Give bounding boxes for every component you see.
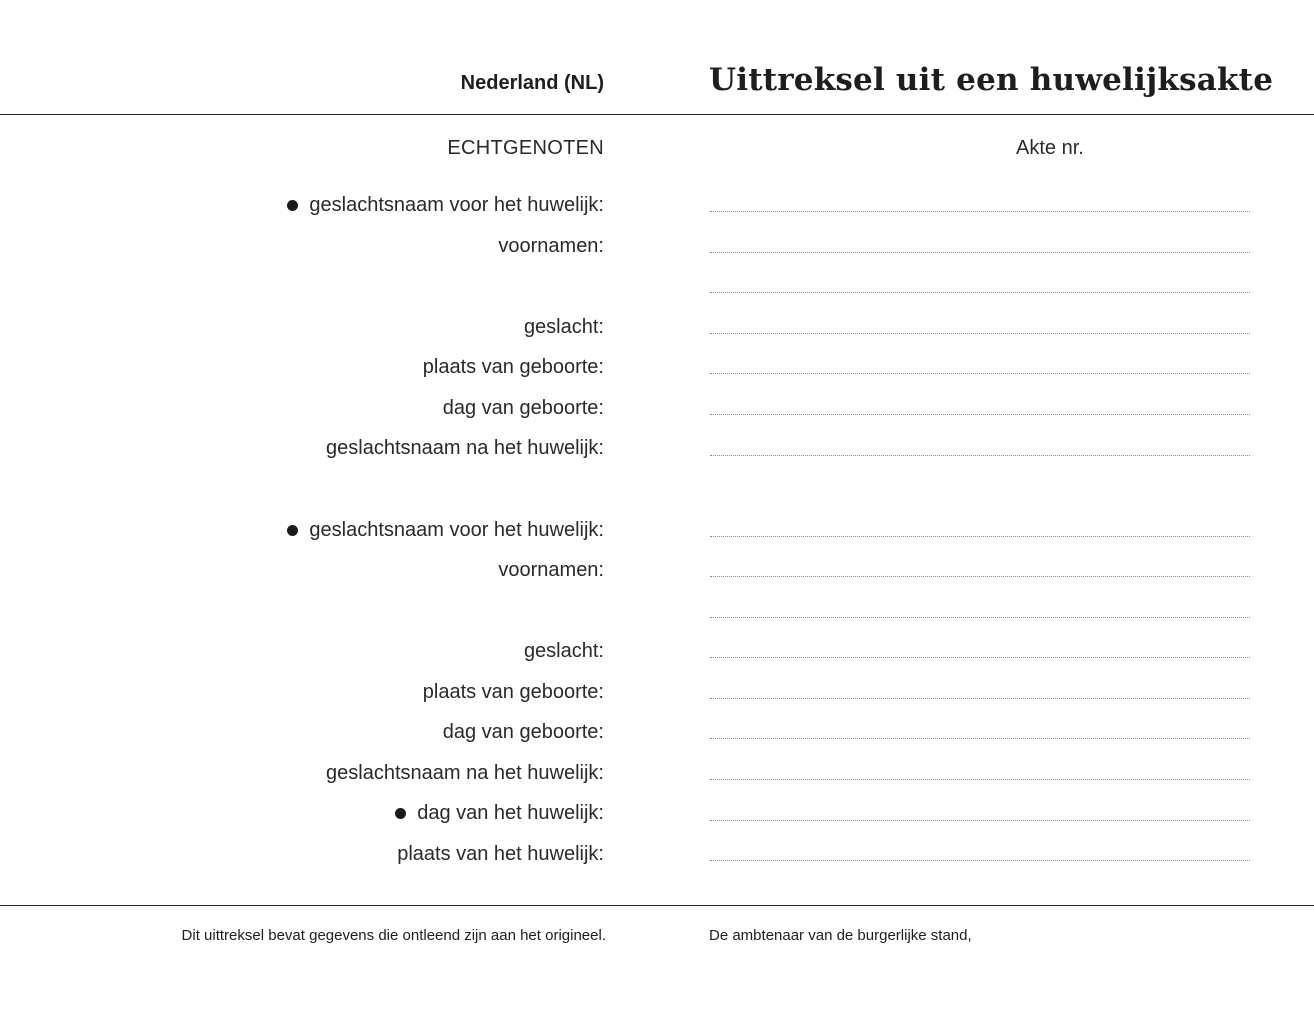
label-text: geslachtsnaam na het huwelijk: xyxy=(326,762,604,784)
marriage-place-field[interactable] xyxy=(710,860,1250,861)
marriage-date-label xyxy=(395,801,604,825)
spouse-2-birth-date-label xyxy=(443,720,604,744)
spouse-2-surname-after-label xyxy=(326,761,604,785)
label-text: geslachtsnaam na het huwelijk: xyxy=(326,437,604,459)
top-divider xyxy=(0,114,1314,115)
label-text: geslacht: xyxy=(523,640,604,662)
section-heading: ECHTGENOTEN xyxy=(447,137,604,159)
spouse-1-first-names-label xyxy=(498,234,604,258)
label-text: dag van het huwelijk: xyxy=(417,802,604,824)
spouse-1-sex-field[interactable] xyxy=(710,333,1250,334)
label-text: dag van geboorte: xyxy=(442,721,604,743)
spouse-1-surname-after-label xyxy=(326,436,604,460)
spouse-1-birth-date-label xyxy=(443,396,604,420)
spouse-2-birth-place-label xyxy=(423,680,604,704)
label-text: plaats van geboorte: xyxy=(422,681,604,703)
bullet-icon xyxy=(287,200,298,211)
spouse-1-sex-label xyxy=(524,315,604,339)
footer-origin-note: Dit uittreksel bevat gegevens die ontleend zijn aan het origineel. xyxy=(181,927,606,944)
bullet-icon xyxy=(395,808,406,819)
spouse-2-surname-after-field[interactable] xyxy=(710,779,1250,780)
spouse-1-surname-before-field[interactable] xyxy=(710,211,1250,212)
spouse-1-first-names-field[interactable] xyxy=(710,252,1250,253)
spouse-2-first-names-field-extra[interactable] xyxy=(710,617,1250,618)
spouse-2-birth-date-field[interactable] xyxy=(710,738,1250,739)
footer-official-signature: De ambtenaar van de burgerlijke stand, xyxy=(709,927,972,944)
label-text: geslachtsnaam voor het huwelijk: xyxy=(309,519,604,541)
spouse-2-first-names-field[interactable] xyxy=(710,576,1250,577)
label-text: geslacht: xyxy=(523,316,604,338)
spouse-1-first-names-field-extra[interactable] xyxy=(710,292,1250,293)
bullet-icon xyxy=(287,525,298,536)
country-heading: Nederland (NL) xyxy=(460,72,604,94)
bottom-divider xyxy=(0,905,1314,906)
spouse-1-birth-place-field[interactable] xyxy=(710,373,1250,374)
label-text: geslachtsnaam voor het huwelijk: xyxy=(309,194,604,216)
label-text: plaats van het huwelijk: xyxy=(397,843,604,865)
spouse-1-surname-after-field[interactable] xyxy=(710,455,1250,456)
label-text: dag van geboorte: xyxy=(442,397,604,419)
spouse-2-sex-label xyxy=(524,639,604,663)
akte-number-label: Akte nr. xyxy=(1016,137,1084,159)
marriage-date-field[interactable] xyxy=(710,820,1250,821)
spouse-1-birth-place-label xyxy=(423,355,604,379)
label-text: plaats van geboorte: xyxy=(422,356,604,378)
marriage-place-label xyxy=(397,842,604,866)
spouse-1-birth-date-field[interactable] xyxy=(710,414,1250,415)
spouse-2-sex-field[interactable] xyxy=(710,657,1250,658)
spouse-2-surname-before-label xyxy=(287,518,604,542)
label-text: voornamen: xyxy=(498,235,604,257)
label-text: voornamen: xyxy=(498,559,604,581)
spouse-2-birth-place-field[interactable] xyxy=(710,698,1250,699)
spouse-1-surname-before-label xyxy=(287,193,604,217)
spouse-2-surname-before-field[interactable] xyxy=(710,536,1250,537)
document-title: Uittreksel uit een huwelijksakte xyxy=(709,62,1274,98)
spouse-2-first-names-label xyxy=(498,558,604,582)
